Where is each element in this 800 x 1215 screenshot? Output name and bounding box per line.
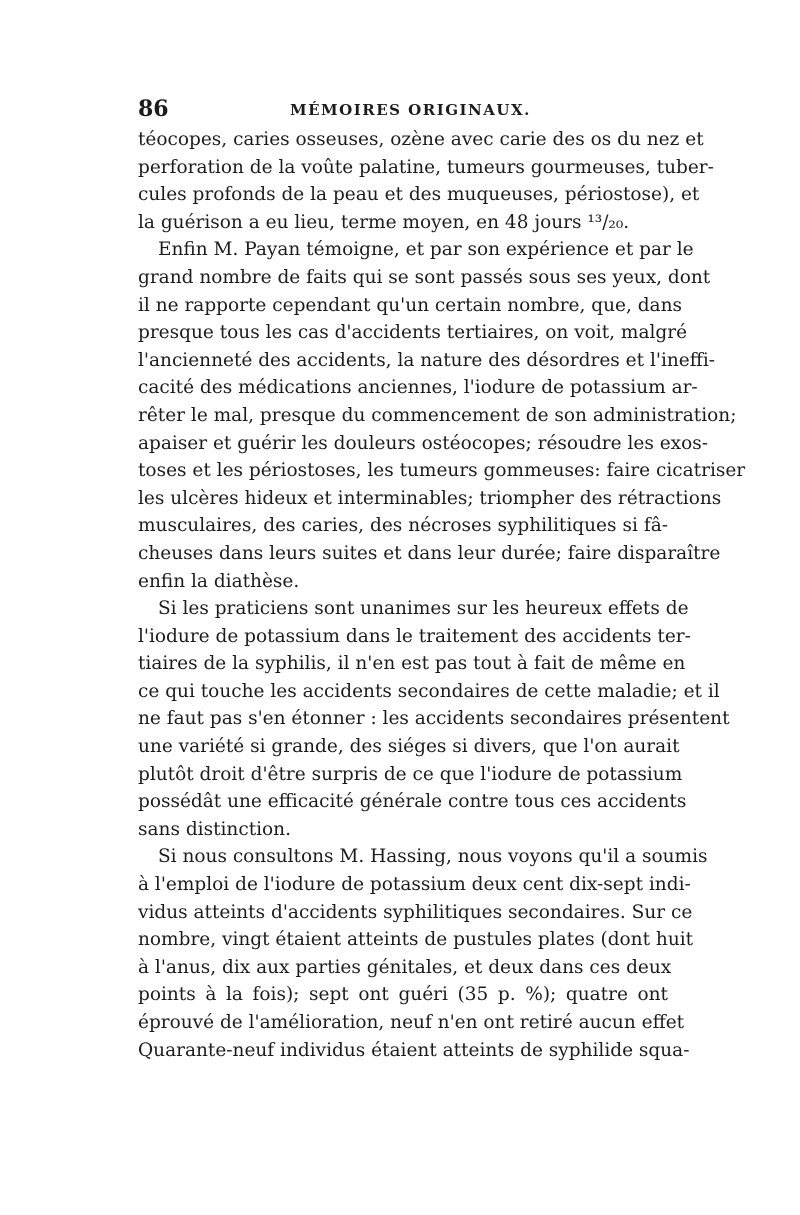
text-line: vidus atteints d'accidents syphilitiques secondaires. Sur ce	[138, 901, 693, 923]
text-line: Enfin M. Payan témoigne, et par son expérience et par le	[158, 239, 694, 261]
text-line: l'ancienneté des accidents, la nature des désordres et l'ineffi-	[138, 349, 716, 371]
text-line: éprouvé de l'amélioration, neuf n'en ont retiré aucun effet	[138, 1012, 685, 1033]
text-line: grand nombre de faits qui se sont passés sous ses yeux, dont	[138, 266, 711, 288]
page-number: 86	[138, 96, 169, 122]
text-line: à l'emploi de l'iodure de potassium deux cent dix-sept indi-	[138, 874, 691, 896]
text-line: rêter le mal, presque du commencement de son administration;	[138, 404, 737, 426]
text-line: il ne rapporte cependant qu'un certain nombre, que, dans	[138, 294, 682, 316]
text-line: plutôt droit d'être surpris de ce que l'iodure de potassium	[138, 763, 683, 785]
text-line: nombre, vingt étaient atteints de pustules plates (dont huit	[138, 929, 694, 951]
text-line: toses et les périostoses, les tumeurs gommeuses: faire cicatriser	[138, 460, 746, 482]
text-line: ce qui touche les accidents secondaires de cette maladie; et il	[138, 680, 720, 702]
text-line: perforation de la voûte palatine, tumeurs gourmeuses, tuber-	[138, 156, 714, 178]
text-line: Quarante-neuf individus étaient atteints de syphilide squa-	[138, 1039, 690, 1061]
text-line: la guérison a eu lieu, terme moyen, en 48 jours ¹³/₂₀.	[138, 211, 630, 233]
text-line: cheuses dans leurs suites et dans leur durée; faire disparaître	[138, 542, 721, 564]
text-line: ne faut pas s'en étonner : les accidents secondaires présentent	[138, 708, 730, 730]
text-line: sans distinction.	[138, 818, 291, 840]
text-line: téocopes, caries osseuses, ozène avec carie des os du nez et	[138, 129, 704, 150]
text-line: apaiser et guérir les douleurs ostéocopes; résoudre les exos-	[138, 432, 708, 454]
text-line: points à la fois); sept ont guéri (35 p. %); quatre ont	[138, 984, 668, 1006]
text-line: possédât une efficacité générale contre tous ces accidents	[138, 791, 687, 813]
running-title: MÉMOIRES ORIGINAUX.	[290, 101, 531, 119]
text-line: à l'anus, dix aux parties génitales, et deux dans ces deux	[138, 956, 672, 978]
text-line: les ulcères hideux et interminables; triompher des rétractions	[138, 487, 722, 509]
text-line: presque tous les cas d'accidents tertiaires, on voit, malgré	[138, 322, 688, 344]
text-line: Si nous consultons M. Hassing, nous voyons qu'il a soumis	[158, 846, 708, 868]
text-line: musculaires, des caries, des nécroses syphilitiques si fâ-	[138, 515, 668, 537]
text-line: une variété si grande, des siéges si divers, que l'on aurait	[138, 736, 680, 758]
text-line: l'iodure de potassium dans le traitement des accidents ter-	[138, 625, 691, 647]
page-header	[138, 96, 668, 126]
body-text	[138, 126, 746, 1064]
text-line: cacité des médications anciennes, l'iodure de potassium ar-	[138, 377, 698, 399]
text-line: cules profonds de la peau et des muqueuses, périostose), et	[138, 184, 700, 206]
text-line: tiaires de la syphilis, il n'en est pas tout à fait de même en	[138, 653, 686, 675]
text-line: enfin la diathèse.	[138, 570, 300, 592]
text-line: Si les praticiens sont unanimes sur les heureux effets de	[158, 598, 689, 620]
